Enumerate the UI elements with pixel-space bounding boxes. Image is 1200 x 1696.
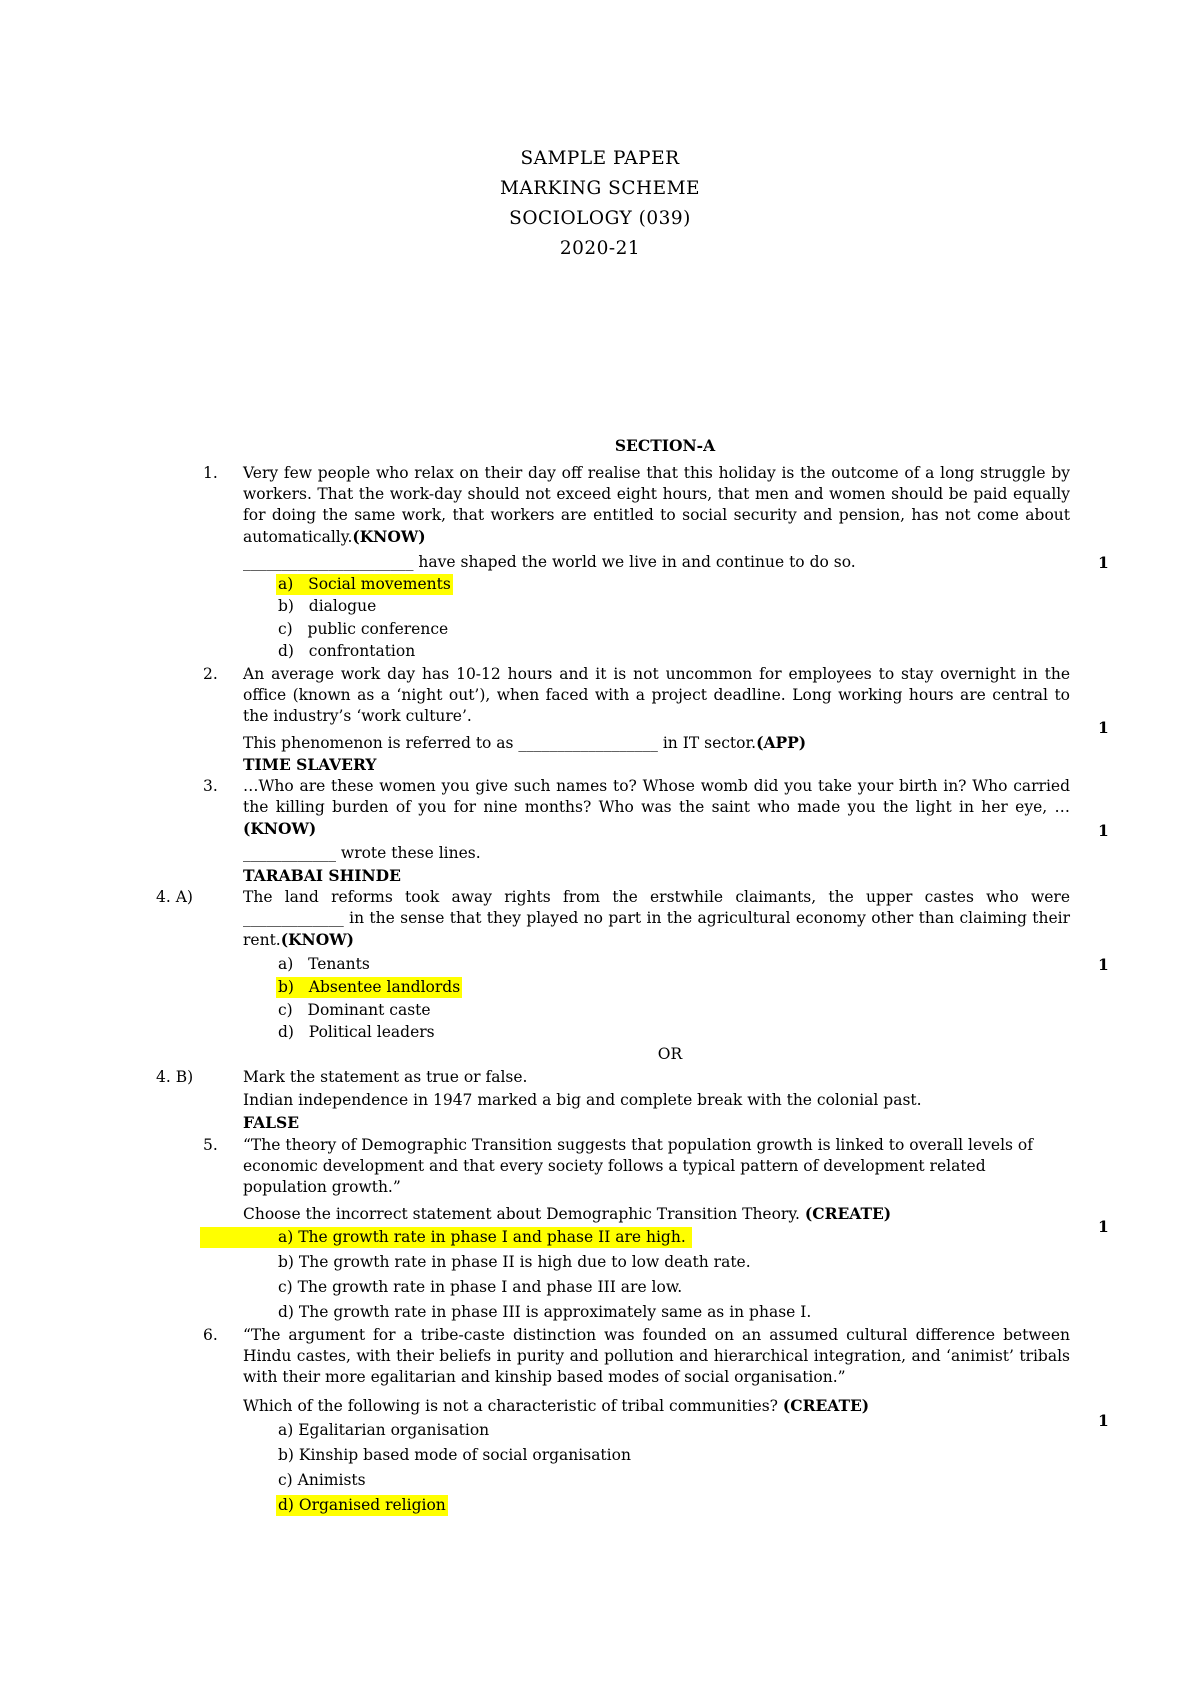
question-3-tag: (KNOW) xyxy=(243,819,317,838)
question-6-tag: (CREATE) xyxy=(782,1396,870,1415)
or-divider: OR xyxy=(657,1045,683,1063)
paper-title: SAMPLE PAPER xyxy=(520,148,680,169)
question-number: 1. xyxy=(203,464,218,482)
question-5-option-d: d) The growth rate in phase III is approximately same as in phase I. xyxy=(278,1303,812,1321)
question-4a-para: The land reforms took away rights from the erstwhile claimants, the upper castes who were _____________ in the sense that they played no part in the agricultural economy other than claiming their rent. xyxy=(243,888,1070,949)
question-2-tag: (APP) xyxy=(756,733,807,752)
question-number: 5. xyxy=(203,1136,218,1154)
question-2-para: An average work day has 10-12 hours and it is not uncommon for employees to stay overnight in the office (known as a ‘night out’), when faced with a project deadline. Long working hours are central to the industry’s ‘work culture’. xyxy=(243,665,1070,725)
question-1-blank-line: ______________________ have shaped the world we live in and continue to do so. xyxy=(243,553,856,571)
question-6-option-c: c) Animists xyxy=(278,1471,366,1489)
question-4a-option-d xyxy=(278,1022,435,1043)
question-1-option-a xyxy=(276,574,453,595)
question-number: 6. xyxy=(203,1326,218,1344)
option-label: d) xyxy=(278,642,294,660)
subject-title: SOCIOLOGY (039) xyxy=(509,208,691,229)
question-1-tag: (KNOW) xyxy=(352,527,426,546)
section-title: SECTION-A xyxy=(614,436,716,455)
question-number: 3. xyxy=(203,777,218,795)
question-1-option-d xyxy=(278,641,415,662)
question-4a-mark: 1 xyxy=(1098,955,1109,974)
question-3-para: …Who are these women you give such names to? Whose womb did you take your birth in? Who carried the killing burden of you for nine months? Who was the saint who made you the light in her eye, … xyxy=(243,777,1070,816)
option-label: c) xyxy=(278,620,293,638)
option-label: a) xyxy=(278,955,294,973)
question-5-option-c: c) The growth rate in phase I and phase III are low. xyxy=(278,1278,683,1296)
option-text: Tenants xyxy=(308,955,370,973)
question-6-para: “The argument for a tribe-caste distinction was founded on an assumed cultural difference between Hindu castes, with their beliefs in purity and pollution and hierarchical integration, and ‘animist’ tribals with their more egalitarian and kinship based modes of social organisation.” xyxy=(243,1326,1070,1386)
option-text: public conference xyxy=(307,620,449,638)
question-5-option-a: a) The growth rate in phase I and phase II are high. xyxy=(200,1227,692,1248)
question-5-mark: 1 xyxy=(1098,1217,1109,1236)
question-1-option-c xyxy=(278,619,448,640)
question-4b-statement: Indian independence in 1947 marked a big and complete break with the colonial past. xyxy=(243,1091,922,1109)
question-1-mark: 1 xyxy=(1098,553,1109,572)
question-3-answer: TARABAI SHINDE xyxy=(243,866,401,885)
question-4a-option-a xyxy=(278,954,370,975)
session-year: 2020-21 xyxy=(559,238,641,259)
option-label: a) xyxy=(278,575,294,593)
question-4a-text xyxy=(243,887,1070,951)
question-6-line xyxy=(243,1395,869,1417)
option-label: c) xyxy=(278,1001,293,1019)
question-5-option-b: b) The growth rate in phase II is high due to low death rate. xyxy=(278,1253,751,1271)
question-3-text xyxy=(243,776,1070,840)
question-5-para: “The theory of Demographic Transition suggests that population growth is linked to overall levels of economic development and that every society follows a typical pattern of development related population growth.” xyxy=(243,1136,1033,1196)
option-label: b) xyxy=(278,597,294,615)
question-6-option-d: d) Organised religion xyxy=(278,1496,446,1514)
question-4a-tag: (KNOW) xyxy=(280,930,354,949)
option-text: Absentee landlords xyxy=(308,978,461,996)
question-1-para: Very few people who relax on their day off realise that this holiday is the outcome of a long struggle by workers. That the work-day should not exceed eight hours, that men and women should be paid equally for doing the same work, that workers are entitled to social security and pension, has not come about automatically. xyxy=(243,464,1070,546)
option-text: Dominant caste xyxy=(307,1001,431,1019)
question-5-tag: (CREATE) xyxy=(804,1204,892,1223)
question-5-line xyxy=(243,1203,891,1225)
question-1-text xyxy=(243,463,1070,548)
option-text: Political leaders xyxy=(308,1023,435,1041)
question-2-prompt: This phenomenon is referred to as __________________ in IT sector. xyxy=(243,734,757,752)
question-4a-option-c xyxy=(278,1000,431,1021)
question-2-line xyxy=(243,732,806,754)
question-number: 4. B) xyxy=(156,1068,194,1086)
question-5-prompt: Choose the incorrect statement about Demographic Transition Theory. xyxy=(243,1205,800,1223)
question-4b-instruction: Mark the statement as true or false. xyxy=(243,1068,528,1086)
option-label: b) xyxy=(278,978,294,996)
question-2-answer: TIME SLAVERY xyxy=(243,755,377,774)
question-6-option-a: a) Egalitarian organisation xyxy=(278,1421,490,1439)
option-text: dialogue xyxy=(308,597,377,615)
question-4a-option-b xyxy=(276,977,462,998)
question-3-line: ____________ wrote these lines. xyxy=(243,844,481,862)
marking-scheme-title: MARKING SCHEME xyxy=(499,178,701,199)
question-6-prompt: Which of the following is not a characteristic of tribal communities? xyxy=(243,1397,778,1415)
option-text: confrontation xyxy=(308,642,416,660)
question-6-option-b: b) Kinship based mode of social organisation xyxy=(278,1446,631,1464)
option-label: d) xyxy=(278,1023,294,1041)
option-text: Social movements xyxy=(308,575,451,593)
question-2-mark: 1 xyxy=(1098,718,1109,737)
question-3-mark: 1 xyxy=(1098,821,1109,840)
question-number: 2. xyxy=(203,665,218,683)
question-6-mark: 1 xyxy=(1098,1411,1109,1430)
question-4b-answer: FALSE xyxy=(243,1113,300,1132)
question-1-option-b xyxy=(278,596,376,617)
question-number: 4. A) xyxy=(156,888,193,906)
